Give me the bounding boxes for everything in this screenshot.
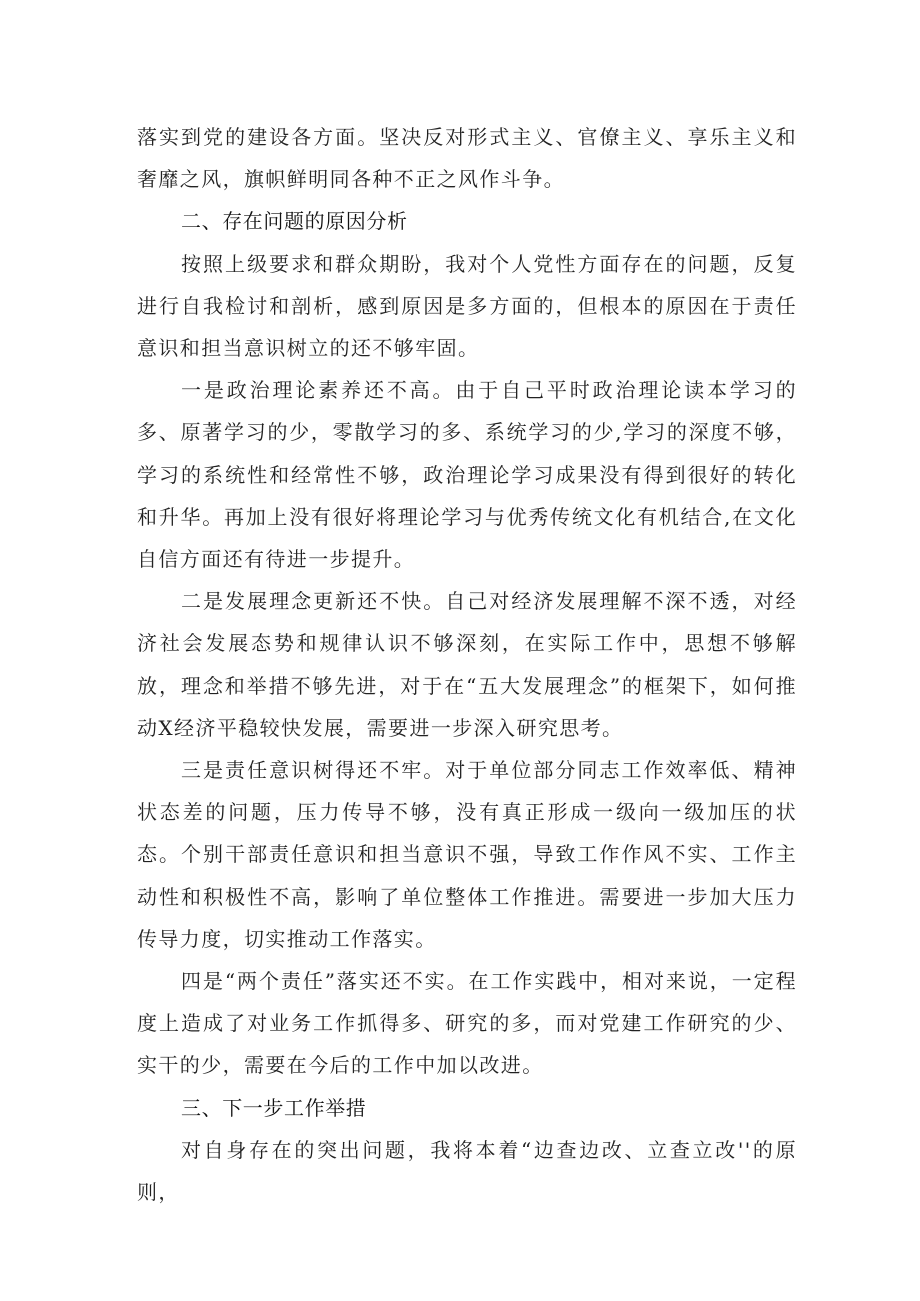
- paragraph-next-steps: 对自身存在的突出问题，我将本着“边查边改、立查立改''的原则，: [137, 1137, 797, 1205]
- paragraph-continuation: 落实到党的建设各方面。坚决反对形式主义、官僚主义、享乐主义和奢靡之风，旗帜鲜明同各种不正之风作斗争。: [137, 125, 797, 192]
- paragraph-point-three: 三是责任意识树得还不牢。对于单位部分同志工作效率低、精神状态差的问题，压力传导不够，没有真正形成一级向一级加压的状态。个别干部责任意识和担当意识不强，导致工作作风不实、工作主动性和积极性不高，影响了单位整体工作推进。需要进一步加大压力传导力度，切实推动工作落实。: [137, 758, 797, 951]
- paragraph-intro: 按照上级要求和群众期盼，我对个人党性方面存在的问题，反复进行自我检讨和剖析，感到原因是多方面的，但根本的原因在于责任意识和担当意识树立的还不够牢固。: [137, 251, 797, 361]
- document-body: [137, 116, 797, 1213]
- paragraph-point-one: 一是政治理论素养还不高。由于自己平时政治理论读本学习的多、原著学习的少，零散学习的多、系统学习的少,学习的深度不够，学习的系统性和经常性不够，政治理论学习成果没有得到很好的转化和升华。再加上没有很好将理论学习与优秀传统文化有机结合,在文化自信方面还有待进一步提升。: [137, 378, 797, 572]
- paragraph-point-four: 四是“两个责任”落实还不实。在工作实践中，相对来说，一定程度上造成了对业务工作抓得多、研究的多，而对党建工作研究的少、实干的少，需要在今后的工作中加以改进。: [137, 969, 797, 1078]
- paragraph-point-two: 二是发展理念更新还不快。自己对经济发展理解不深不透，对经济社会发展态势和规律认识不够深刻，在实际工作中，思想不够解放，理念和举措不够先进，对于在“五大发展理念”的框架下，如何推动X经济平稳较快发展，需要进一步深入研究思考。: [137, 589, 797, 740]
- section-heading-cause-analysis: 二、存在问题的原因分析: [181, 209, 408, 234]
- section-heading-next-steps: 三、下一步工作举措: [181, 1095, 367, 1120]
